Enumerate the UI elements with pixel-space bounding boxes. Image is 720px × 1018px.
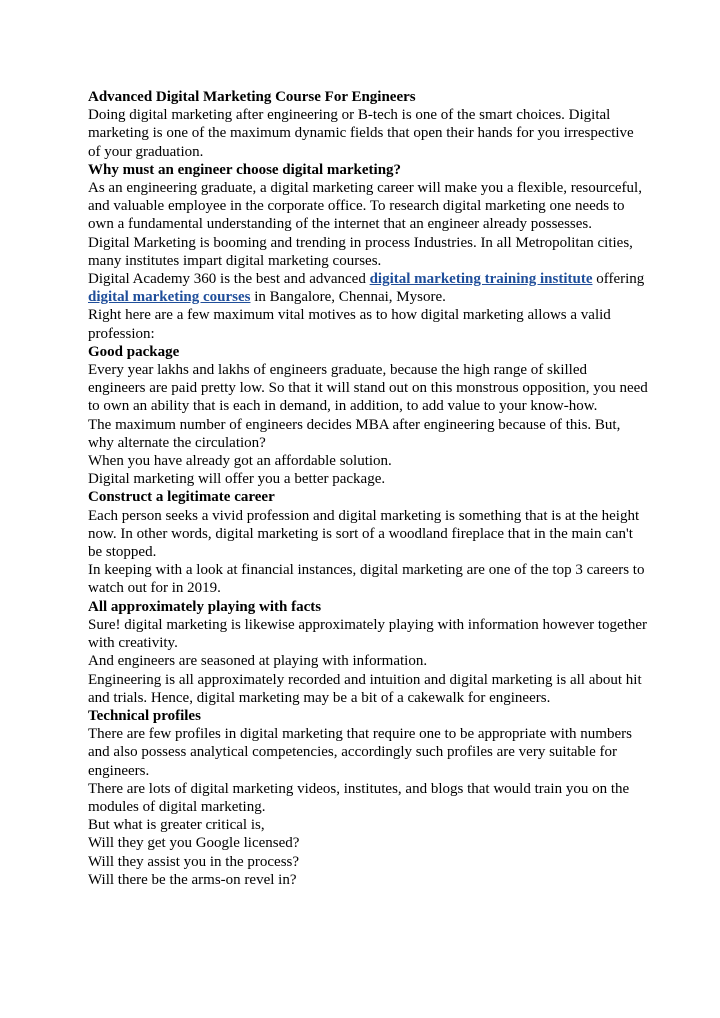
training-institute-link[interactable]: digital marketing training institute [369, 271, 593, 288]
paragraph: Will they assist you in the process? [88, 853, 300, 870]
document-page [88, 88, 648, 889]
paragraph: Sure! digital marketing is likewise approximately playing with information however together with creativity. [88, 616, 648, 652]
section-heading-career: Construct a legitimate career [88, 489, 275, 506]
paragraph: Right here are a few maximum vital motives as to how digital marketing allows a valid profession: [88, 307, 611, 342]
paragraph: As an engineering graduate, a digital marketing career will make you a flexible, resourceful, and valuable employee in the corporate office. To research digital marketing one needs to own a fundamental understanding of the internet that an engineer already possesses. [88, 180, 642, 233]
section-heading-good-package: Good package [88, 343, 180, 360]
intro-paragraph: Doing digital marketing after engineering or B-tech is one of the smart choices. Digital marketing is one of the maximum dynamic fields that open their hands for you irrespective of your graduation. [88, 107, 634, 160]
section-heading-technical-profiles: Technical profiles [88, 707, 201, 724]
paragraph-with-links [88, 270, 648, 306]
paragraph: Will they get you Google licensed? [88, 835, 300, 852]
paragraph: Engineering is all approximately recorded and intuition and digital marketing is all about hit and trials. Hence, digital marketing may be a bit of a cakewalk for engineers. [88, 671, 642, 706]
paragraph: And engineers are seasoned at playing with information. [88, 653, 428, 670]
paragraph: Will there be the arms-on revel in? [88, 871, 297, 888]
section-heading-facts: All approximately playing with facts [88, 598, 322, 615]
paragraph: The maximum number of engineers decides MBA after engineering because of this. But, why alternate the circulation? [88, 416, 621, 451]
paragraph-text: offering [592, 271, 645, 288]
document-title: Advanced Digital Marketing Course For Engineers [88, 89, 416, 105]
paragraph: Digital marketing will offer you a better package. [88, 471, 386, 488]
paragraph: There are few profiles in digital marketing that require one to be appropriate with numbers and also possess analytical competencies, accordingly such profiles are very suitable for engineers. [88, 726, 632, 779]
courses-link[interactable]: digital marketing courses [88, 289, 251, 306]
paragraph: Each person seeks a vivid profession and digital marketing is something that is at the height now. In other words, digital marketing is sort of a woodland fireplace that in the main can't be stopped. [88, 507, 640, 561]
paragraph: There are lots of digital marketing videos, institutes, and blogs that would train you on the modules of digital marketing. [88, 780, 630, 815]
section-heading-why-engineer: Why must an engineer choose digital marketing? [88, 161, 402, 178]
paragraph-text: in Bangalore, Chennai, Mysore. [250, 289, 446, 306]
paragraph-text: Digital Academy 360 is the best and advanced [88, 271, 370, 288]
paragraph: In keeping with a look at financial instances, digital marketing are one of the top 3 careers to watch out for in 2019. [88, 562, 645, 597]
paragraph: Every year lakhs and lakhs of engineers graduate, because the high range of skilled engineers are paid pretty low. So that it will stand out on this monstrous opposition, you need to own an ability that is each in demand, in addition, to add value to your know-how. [88, 362, 648, 415]
paragraph: Digital Marketing is booming and trending in process Industries. In all Metropolitan cities, many institutes impart digital marketing courses. [88, 234, 633, 269]
paragraph: When you have already got an affordable solution. [88, 453, 392, 470]
paragraph: But what is greater critical is, [88, 817, 265, 834]
